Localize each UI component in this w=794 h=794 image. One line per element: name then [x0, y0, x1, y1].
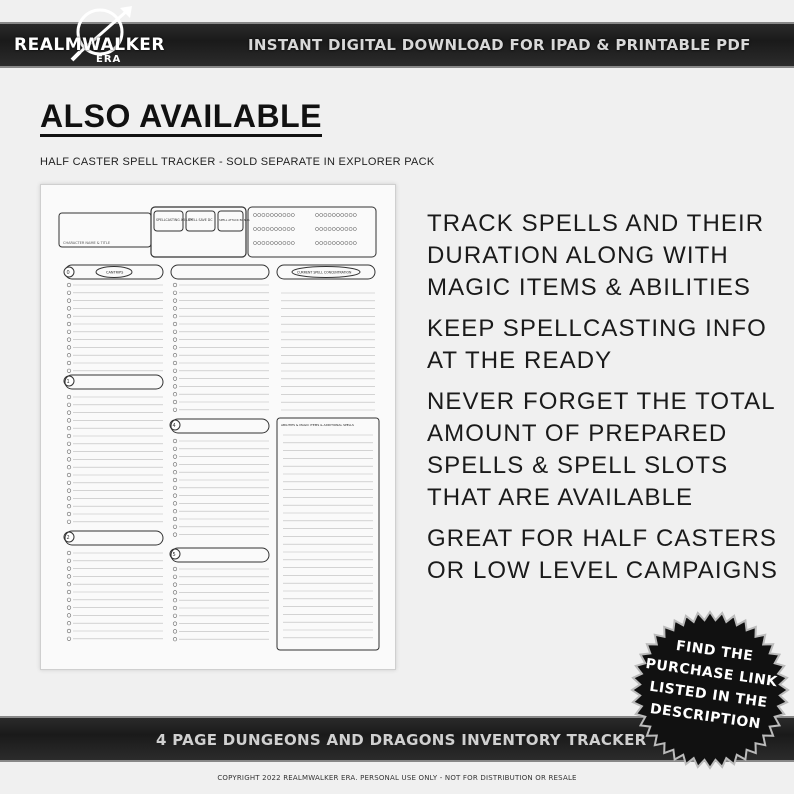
checkbox-bubble [67, 458, 71, 462]
checkbox-bubble [67, 299, 71, 303]
slot-bubble [262, 213, 265, 216]
checkbox-bubble [67, 369, 71, 373]
checkbox-bubble [67, 512, 71, 516]
slot-bubble [336, 213, 339, 216]
slot-bubble [349, 241, 352, 244]
checkbox-bubble [67, 489, 71, 493]
slot-bubble [270, 241, 273, 244]
character-label: CHARACTER NAME & TITLE [63, 241, 111, 245]
checkbox-bubble [67, 403, 71, 407]
slot-bubble [353, 213, 356, 216]
checkbox-bubble [67, 559, 71, 563]
checkbox-bubble [173, 346, 177, 350]
slot-bubble [320, 227, 323, 230]
checkbox-bubble [67, 346, 71, 350]
slot-bubble [328, 227, 331, 230]
save-label: SPELL SAVE DC [188, 218, 213, 222]
checkbox-bubble [67, 590, 71, 594]
slot-bubble [253, 227, 256, 230]
checkbox-bubble [67, 411, 71, 415]
slot-bubble [283, 241, 286, 244]
checkbox-bubble [67, 419, 71, 423]
checkbox-bubble [67, 434, 71, 438]
checkbox-bubble [173, 517, 177, 521]
slot-bubble [328, 213, 331, 216]
slot-bubble [270, 213, 273, 216]
checkbox-bubble [67, 283, 71, 287]
slot-bubble [332, 241, 335, 244]
checkbox-bubble [67, 330, 71, 334]
checkbox-bubble [173, 533, 177, 537]
checkbox-bubble [67, 314, 71, 318]
feature-item: KEEP SPELLCASTING INFO AT THE READY [427, 315, 767, 374]
slot-bubble [287, 227, 290, 230]
checkbox-bubble [173, 478, 177, 482]
slot-bubble [274, 227, 277, 230]
checkbox-bubble [67, 520, 71, 524]
slot-bubble [287, 241, 290, 244]
feature-list [427, 208, 787, 596]
slot-bubble [258, 213, 261, 216]
copyright-text: COPYRIGHT 2022 REALMWALKER ERA. PERSONAL USE ONLY - NOT FOR DISTRIBUTION OR RESALE [217, 774, 577, 782]
checkbox-bubble [173, 392, 177, 396]
level-number: 5 [172, 552, 176, 558]
checkbox-bubble [67, 606, 71, 610]
feature-item: GREAT FOR HALF CASTERS OR LOW LEVEL CAMPAIGNS [427, 525, 778, 584]
slot-bubble [320, 213, 323, 216]
slot-bubble [341, 213, 344, 216]
purchase-badge-text: FIND THE PURCHASE LINK LISTED IN THE DESCRIPTION [644, 637, 779, 733]
checkbox-bubble [67, 629, 71, 633]
top-banner-text: INSTANT DIGITAL DOWNLOAD FOR IPAD & PRINTABLE PDF [248, 36, 751, 54]
slot-bubble [332, 227, 335, 230]
checkbox-bubble [67, 481, 71, 485]
slot-bubble [253, 213, 256, 216]
slot-bubble [279, 241, 282, 244]
slot-bubble [349, 213, 352, 216]
slot-bubble [345, 227, 348, 230]
checkbox-bubble [173, 486, 177, 490]
checkbox-bubble [173, 630, 177, 634]
checkbox-bubble [67, 442, 71, 446]
checkbox-bubble [173, 583, 177, 587]
checkbox-bubble [173, 322, 177, 326]
checkbox-bubble [173, 330, 177, 334]
slot-bubble [258, 227, 261, 230]
slot-bubble [262, 241, 265, 244]
checkbox-bubble [67, 361, 71, 365]
slot-bubble [320, 241, 323, 244]
abilities-label: ABILITIES & MAGIC ITEMS & ADDITIONAL SPELLS [281, 423, 354, 427]
checkbox-bubble [67, 621, 71, 625]
brand-logo [8, 4, 188, 70]
checkbox-bubble [67, 395, 71, 399]
checkbox-bubble [173, 447, 177, 451]
slot-bubble [349, 227, 352, 230]
ability-label: SPELLCASTING ABILITY [156, 218, 193, 222]
slot-bubble [291, 213, 294, 216]
checkbox-bubble [173, 598, 177, 602]
slot-bubble [345, 213, 348, 216]
checkbox-bubble [173, 353, 177, 357]
checkbox-bubble [67, 637, 71, 641]
slot-bubble [279, 227, 282, 230]
checkbox-bubble [67, 575, 71, 579]
slot-bubble [345, 241, 348, 244]
checkbox-bubble [173, 439, 177, 443]
checkbox-bubble [173, 377, 177, 381]
feature-item: NEVER FORGET THE TOTAL AMOUNT OF PREPARED SPELLS & SPELL SLOTS THAT ARE AVAILABLE [427, 388, 775, 511]
slot-bubble [324, 213, 327, 216]
checkbox-bubble [173, 338, 177, 342]
slot-bubble [253, 241, 256, 244]
slot-bubble [266, 241, 269, 244]
checkbox-bubble [173, 299, 177, 303]
slot-bubble [341, 241, 344, 244]
checkbox-bubble [173, 606, 177, 610]
level-marker [64, 267, 74, 277]
slot-bubble [341, 227, 344, 230]
checkbox-bubble [67, 504, 71, 508]
checkbox-bubble [173, 455, 177, 459]
slot-bubble [258, 241, 261, 244]
checkbox-bubble [173, 591, 177, 595]
checkbox-bubble [173, 575, 177, 579]
checkbox-bubble [67, 473, 71, 477]
checkbox-bubble [67, 307, 71, 311]
cantrips-label: CANTRIPS [106, 270, 124, 275]
slot-bubble [336, 227, 339, 230]
checkbox-bubble [173, 361, 177, 365]
checkbox-bubble [173, 400, 177, 404]
slot-bubble [315, 213, 318, 216]
checkbox-bubble [67, 598, 71, 602]
level-number: 0 [66, 270, 70, 276]
checkbox-bubble [173, 509, 177, 513]
checkbox-bubble [173, 463, 177, 467]
checkbox-bubble [67, 338, 71, 342]
checkbox-bubble [173, 314, 177, 318]
checkbox-bubble [173, 470, 177, 474]
slot-bubble [266, 213, 269, 216]
slot-bubble [274, 241, 277, 244]
checkbox-bubble [67, 291, 71, 295]
slot-bubble [328, 241, 331, 244]
slot-bubble [324, 227, 327, 230]
slot-bubble [283, 227, 286, 230]
checkbox-bubble [67, 426, 71, 430]
logo-text: REALMWALKER [14, 35, 165, 55]
checkbox-bubble [67, 497, 71, 501]
slot-bubble [266, 227, 269, 230]
logo-subtext: ERA [96, 54, 122, 65]
slot-bubble [336, 241, 339, 244]
page-title: ALSO AVAILABLE [40, 98, 322, 137]
slot-bubble [324, 241, 327, 244]
slot-bubble [315, 241, 318, 244]
checkbox-bubble [67, 450, 71, 454]
slot-bubble [332, 213, 335, 216]
slot-bubble [291, 227, 294, 230]
checkbox-bubble [173, 502, 177, 506]
slot-bubble [274, 213, 277, 216]
slot-bubble [287, 213, 290, 216]
checkbox-bubble [173, 369, 177, 373]
checkbox-bubble [67, 551, 71, 555]
checkbox-bubble [173, 307, 177, 311]
spell-sheet-drawing [41, 185, 397, 671]
checkbox-bubble [67, 353, 71, 357]
checkbox-bubble [173, 494, 177, 498]
checkbox-bubble [173, 525, 177, 529]
concentration-label: CURRENT SPELL CONCENTRATION [297, 270, 352, 275]
slot-bubble [291, 241, 294, 244]
level-number: 2 [66, 535, 70, 541]
slot-bubble [353, 241, 356, 244]
slot-bubble [270, 227, 273, 230]
checkbox-bubble [173, 385, 177, 389]
slot-bubble [279, 213, 282, 216]
checkbox-bubble [173, 567, 177, 571]
checkbox-bubble [173, 622, 177, 626]
checkbox-bubble [67, 465, 71, 469]
checkbox-bubble [173, 291, 177, 295]
slot-bubble [315, 227, 318, 230]
attack-label: SPELL ATTACK BONUS [219, 218, 250, 222]
checkbox-bubble [67, 614, 71, 618]
slot-bubble [262, 227, 265, 230]
level-number: 1 [66, 379, 70, 385]
checkbox-bubble [173, 637, 177, 641]
slot-bubble [283, 213, 286, 216]
checkbox-bubble [173, 614, 177, 618]
slot-bubble [353, 227, 356, 230]
page-subtitle: HALF CASTER SPELL TRACKER - SOLD SEPARATE IN EXPLORER PACK [40, 156, 435, 168]
checkbox-bubble [173, 408, 177, 412]
feature-item: TRACK SPELLS AND THEIR DURATION ALONG WITH MAGIC ITEMS & ABILITIES [427, 210, 765, 301]
checkbox-bubble [173, 283, 177, 287]
bottom-banner-text: 4 PAGE DUNGEONS AND DRAGONS INVENTORY TRACKER [156, 731, 647, 749]
checkbox-bubble [67, 582, 71, 586]
spell-tracker-preview [40, 184, 396, 670]
checkbox-bubble [67, 322, 71, 326]
level-number: 4 [172, 423, 176, 429]
checkbox-bubble [67, 567, 71, 571]
